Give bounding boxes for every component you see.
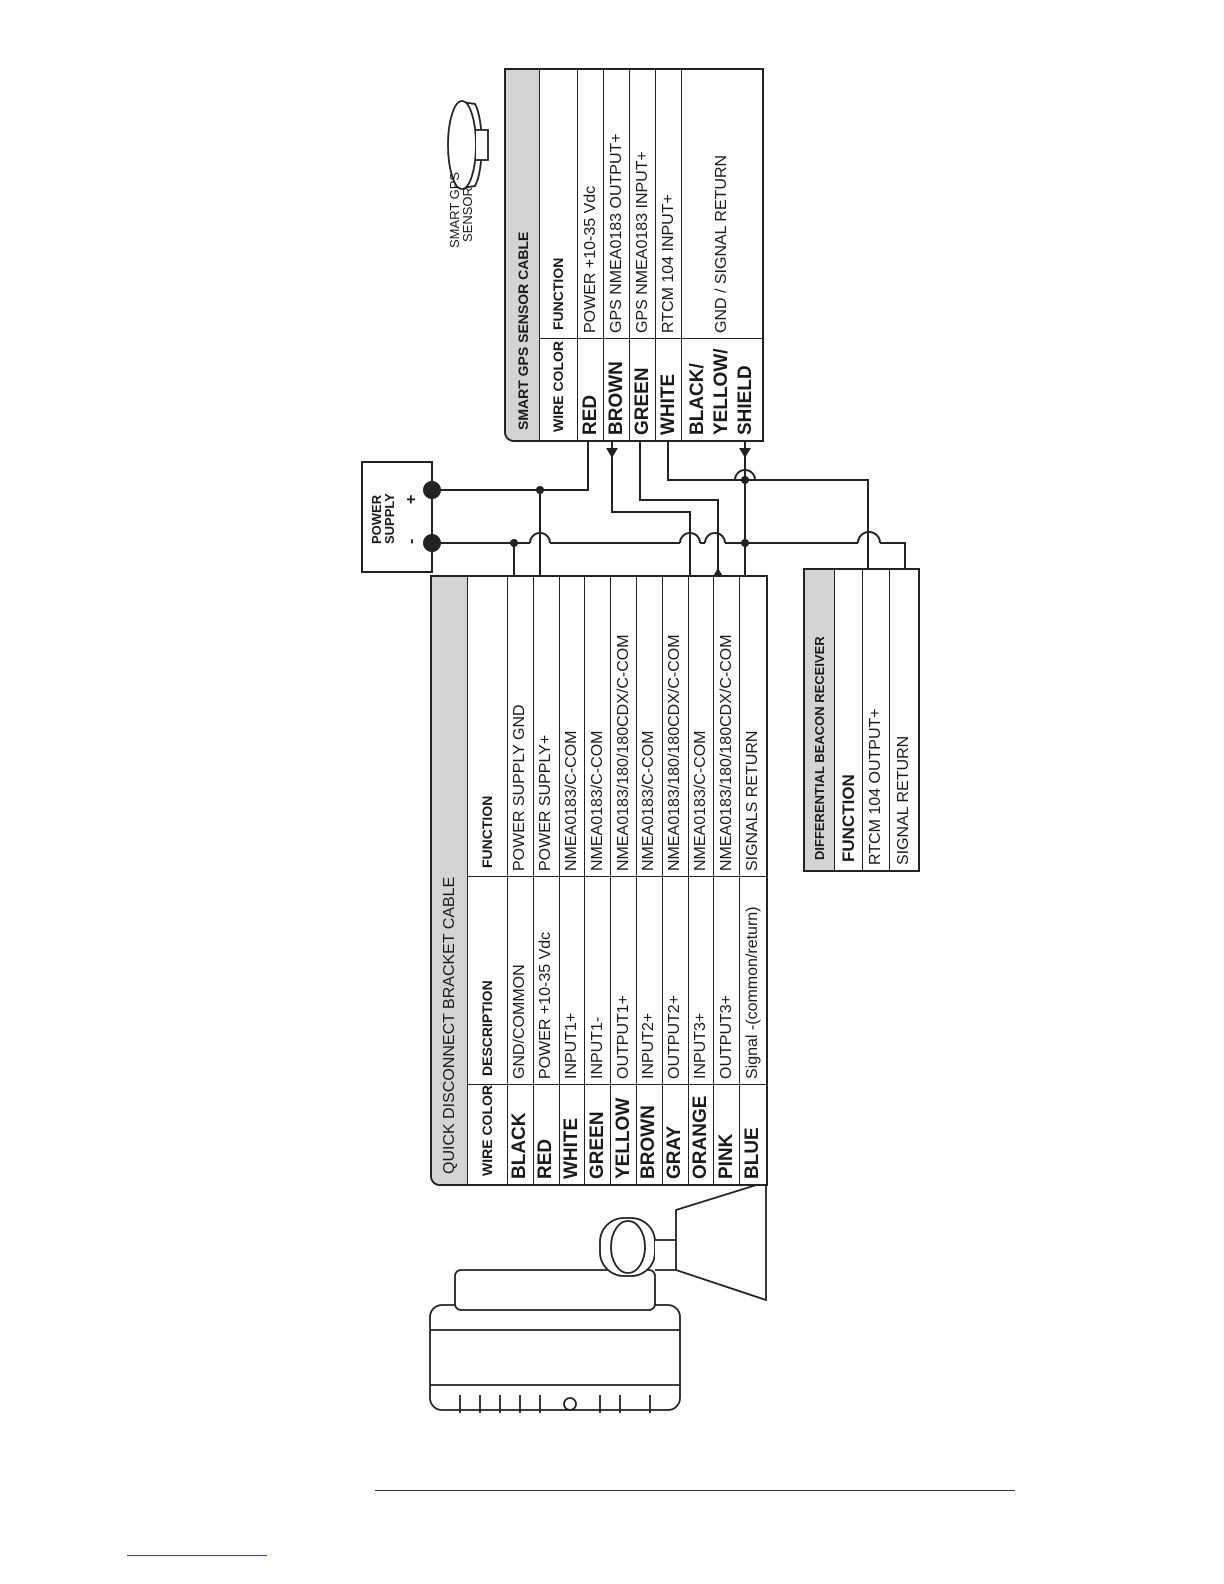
description-cell: OUTPUT2+	[663, 876, 688, 1084]
col-wire-color: WIRE COLOR	[468, 1084, 507, 1184]
function-cell: SIGNAL RETURN	[894, 735, 912, 865]
function-cell: POWER SUPPLY GND	[511, 704, 529, 871]
function-cell: NMEA0183/180/180CDX/C-COM	[717, 634, 735, 871]
table-row	[863, 570, 890, 870]
power-supply-label-line1: POWER	[369, 494, 384, 544]
description-cell: OUTPUT1+	[611, 876, 636, 1084]
table-row	[585, 577, 611, 1184]
gps-sensor-label-line2: SENSOR	[460, 187, 475, 242]
table-row	[740, 577, 766, 1184]
function-cell: NMEA0183/C-COM	[691, 730, 709, 871]
wire-color-cell: GREEN	[630, 338, 655, 440]
quick-disconnect-title: QUICK DISCONNECT BRACKET CABLE	[432, 577, 468, 1184]
col-wire-color: WIRE COLOR	[540, 338, 577, 440]
function-cell: GPS NMEA0183 INPUT+	[633, 151, 651, 333]
smart-gps-cable-table	[504, 68, 764, 442]
description-cell: Signal -(common/return)	[740, 876, 766, 1084]
table-row	[604, 70, 630, 440]
function-cell: GND / SIGNAL RETURN	[713, 154, 730, 333]
col-description: DESCRIPTION	[468, 876, 507, 1084]
function-cell: POWER +10-35 Vdc	[581, 185, 599, 333]
function-cell: SIGNALS RETURN	[744, 730, 762, 871]
wire-color-cell: BLACK	[508, 1084, 533, 1184]
table-row	[656, 70, 682, 440]
table-row	[714, 577, 740, 1184]
wire-color-cell: RED	[534, 1084, 559, 1184]
table-row	[578, 70, 604, 440]
gps-sensor-label-line1: SMART GPS	[447, 171, 462, 248]
function-cell: NMEA0183/180/180CDX/C-COM	[666, 634, 684, 871]
description-cell: INPUT1-	[585, 876, 610, 1084]
wire-color-cell: YELLOW	[611, 1084, 636, 1184]
power-supply-label	[370, 493, 396, 544]
footer-rule	[375, 1490, 1015, 1491]
table-row	[560, 577, 586, 1184]
wire-color-cell: BROWN	[604, 338, 629, 440]
wire-color-cell: BLUE	[740, 1084, 766, 1184]
function-cell: NMEA0183/C-COM	[562, 730, 580, 871]
col-function: FUNCTION	[839, 774, 858, 862]
wire-color-cell: BROWN	[637, 1084, 662, 1184]
table-row	[890, 570, 917, 870]
footer-link-underline[interactable]	[127, 1555, 267, 1556]
table-row	[611, 577, 637, 1184]
wire-color-cell: RED	[578, 338, 603, 440]
wire-color-cell: BLACK/ YELLOW/ SHIELD	[682, 338, 762, 440]
smart-gps-cable-rows	[578, 70, 762, 440]
function-cell: NMEA0183/180/180CDX/C-COM	[614, 634, 632, 871]
col-function: FUNCTION	[479, 795, 495, 868]
gps-sensor-label	[448, 172, 474, 248]
description-cell: INPUT3+	[689, 876, 714, 1084]
power-supply-label-line2: SUPPLY	[382, 493, 397, 544]
table-row	[663, 577, 689, 1184]
beacon-receiver-title: DIFFERENTIAL BEACON RECEIVER	[805, 570, 835, 870]
wire-color-cell: WHITE	[560, 1084, 585, 1184]
plus-sign: +	[403, 494, 420, 504]
function-cell: GPS NMEA0183 OUTPUT+	[607, 133, 625, 333]
table-row	[630, 70, 656, 440]
function-cell: NMEA0183/C-COM	[640, 730, 658, 871]
wire-color-cell: PINK	[714, 1084, 739, 1184]
col-function: FUNCTION	[550, 257, 566, 330]
wire-color-cell: GRAY	[663, 1084, 688, 1184]
table-row	[682, 70, 762, 440]
wire-color-cell: WHITE	[656, 338, 681, 440]
table-row	[689, 577, 715, 1184]
function-cell: POWER SUPPLY+	[537, 734, 555, 871]
quick-disconnect-rows	[508, 577, 766, 1184]
function-cell: RTCM 104 OUTPUT+	[867, 708, 884, 865]
table-row	[534, 577, 560, 1184]
function-cell: NMEA0183/C-COM	[588, 730, 606, 871]
minus-sign: -	[403, 538, 420, 544]
table-row	[637, 577, 663, 1184]
function-cell: RTCM 104 INPUT+	[659, 194, 677, 333]
description-cell: GND/COMMON	[508, 876, 533, 1084]
description-cell: INPUT2+	[637, 876, 662, 1084]
wire-color-cell: GREEN	[585, 1084, 610, 1184]
beacon-receiver-rows	[863, 570, 917, 870]
description-cell: INPUT1+	[560, 876, 585, 1084]
beacon-receiver-table	[803, 568, 920, 872]
description-cell: OUTPUT3+	[714, 876, 739, 1084]
description-cell: POWER +10-35 Vdc	[534, 876, 559, 1084]
table-row	[508, 577, 534, 1184]
smart-gps-cable-title: SMART GPS SENSOR CABLE	[506, 70, 540, 440]
wire-color-cell: ORANGE	[689, 1084, 714, 1184]
quick-disconnect-table	[430, 575, 768, 1186]
